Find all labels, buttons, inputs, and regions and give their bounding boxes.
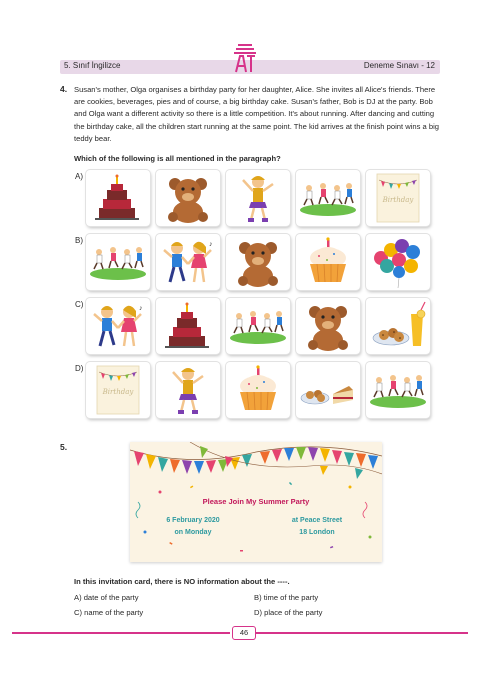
picture-card [296,170,360,226]
picture-card [156,298,220,354]
girl-dancing-icon [159,364,217,416]
teddy-bear-icon [229,236,287,288]
picture-card [366,362,430,418]
answer-d[interactable]: D) place of the party [254,608,323,617]
option-label-c[interactable]: C) [75,300,84,309]
kids-running-icon [299,172,357,224]
invitation-place-line1: at Peace Street [291,517,343,524]
cookies-juice-icon [369,300,427,352]
header-subject: 5. Sınıf İngilizce [64,61,121,70]
svg-text:Birthday: Birthday [102,388,134,396]
invitation-date: 6 February 2020 [166,517,220,524]
picture-card [366,170,430,226]
cake-icon [159,300,217,352]
invitation-card [130,442,382,562]
header-exam-title: Deneme Sınavı - 12 [363,61,435,70]
answer-b[interactable]: B) time of the party [254,593,319,602]
picture-card [86,234,150,290]
picture-card [226,170,290,226]
picture-card [156,234,220,290]
svg-text:♪: ♪ [139,305,143,312]
option-a-images[interactable] [86,170,430,226]
option-label-b[interactable]: B) [75,236,83,245]
option-c-images[interactable] [86,298,430,354]
kids-running-icon [369,364,427,416]
picture-card [86,362,150,418]
question-number: 4. [60,84,68,94]
question-paragraph: Susan's mother, Olga organises a birthday party for her daughter, Alice. She invites all Alice's friends. There are cookies, beverages, pies and of course, a big birthday cake. Susan's father, Bob is DJ at the party. Bob and Olga want a different activity so there is a little competition. It's about running. After dancing and cutting the birthday cake, all the children start running at the same point. The kid arrives at the finish point wins a big teddy bear. [74,85,439,143]
teddy-bear-icon [159,172,217,224]
cupcake-icon [299,236,357,288]
birthday-card-icon [89,364,147,416]
footer-line-right [256,632,468,634]
teddy-bear-icon [299,300,357,352]
logo-icon [234,44,256,74]
page-number: 46 [232,626,256,640]
svg-text:♪: ♪ [209,241,213,248]
option-label-a[interactable]: A) [75,172,83,181]
answer-a[interactable]: A) date of the party [74,593,139,602]
svg-text:Birthday: Birthday [382,196,414,204]
picture-card [296,298,360,354]
option-label-d[interactable]: D) [75,364,84,373]
picture-card [226,362,290,418]
cake-icon [89,172,147,224]
picture-card [366,298,430,354]
invitation-place-line2: 18 London [299,529,335,536]
picture-card [86,170,150,226]
kids-dancing-icon [89,300,147,352]
picture-card [296,234,360,290]
picture-card [226,234,290,290]
option-b-images[interactable] [86,234,430,290]
birthday-card-icon [369,172,427,224]
cookies-pie-icon [299,364,357,416]
balloons-icon [369,236,427,288]
picture-card [366,234,430,290]
picture-card [296,362,360,418]
picture-card [156,170,220,226]
picture-card [86,298,150,354]
picture-card [226,298,290,354]
kids-dancing-icon [159,236,217,288]
option-d-images[interactable] [86,362,430,418]
kids-running-icon [89,236,147,288]
question-5-text: In this invitation card, there is NO information about the ----. [74,577,290,586]
invitation-day: on Monday [174,529,212,536]
girl-dancing-icon [229,172,287,224]
question-text: Which of the following is all mentioned in the paragraph? [74,154,281,163]
kids-running-icon [229,300,287,352]
picture-card [156,362,220,418]
question-number-5: 5. [60,442,68,452]
invitation-title: Please Join My Summer Party [202,497,310,506]
cupcake-icon [229,364,287,416]
answer-c[interactable]: C) name of the party [74,608,144,617]
footer-line-left [12,632,230,634]
